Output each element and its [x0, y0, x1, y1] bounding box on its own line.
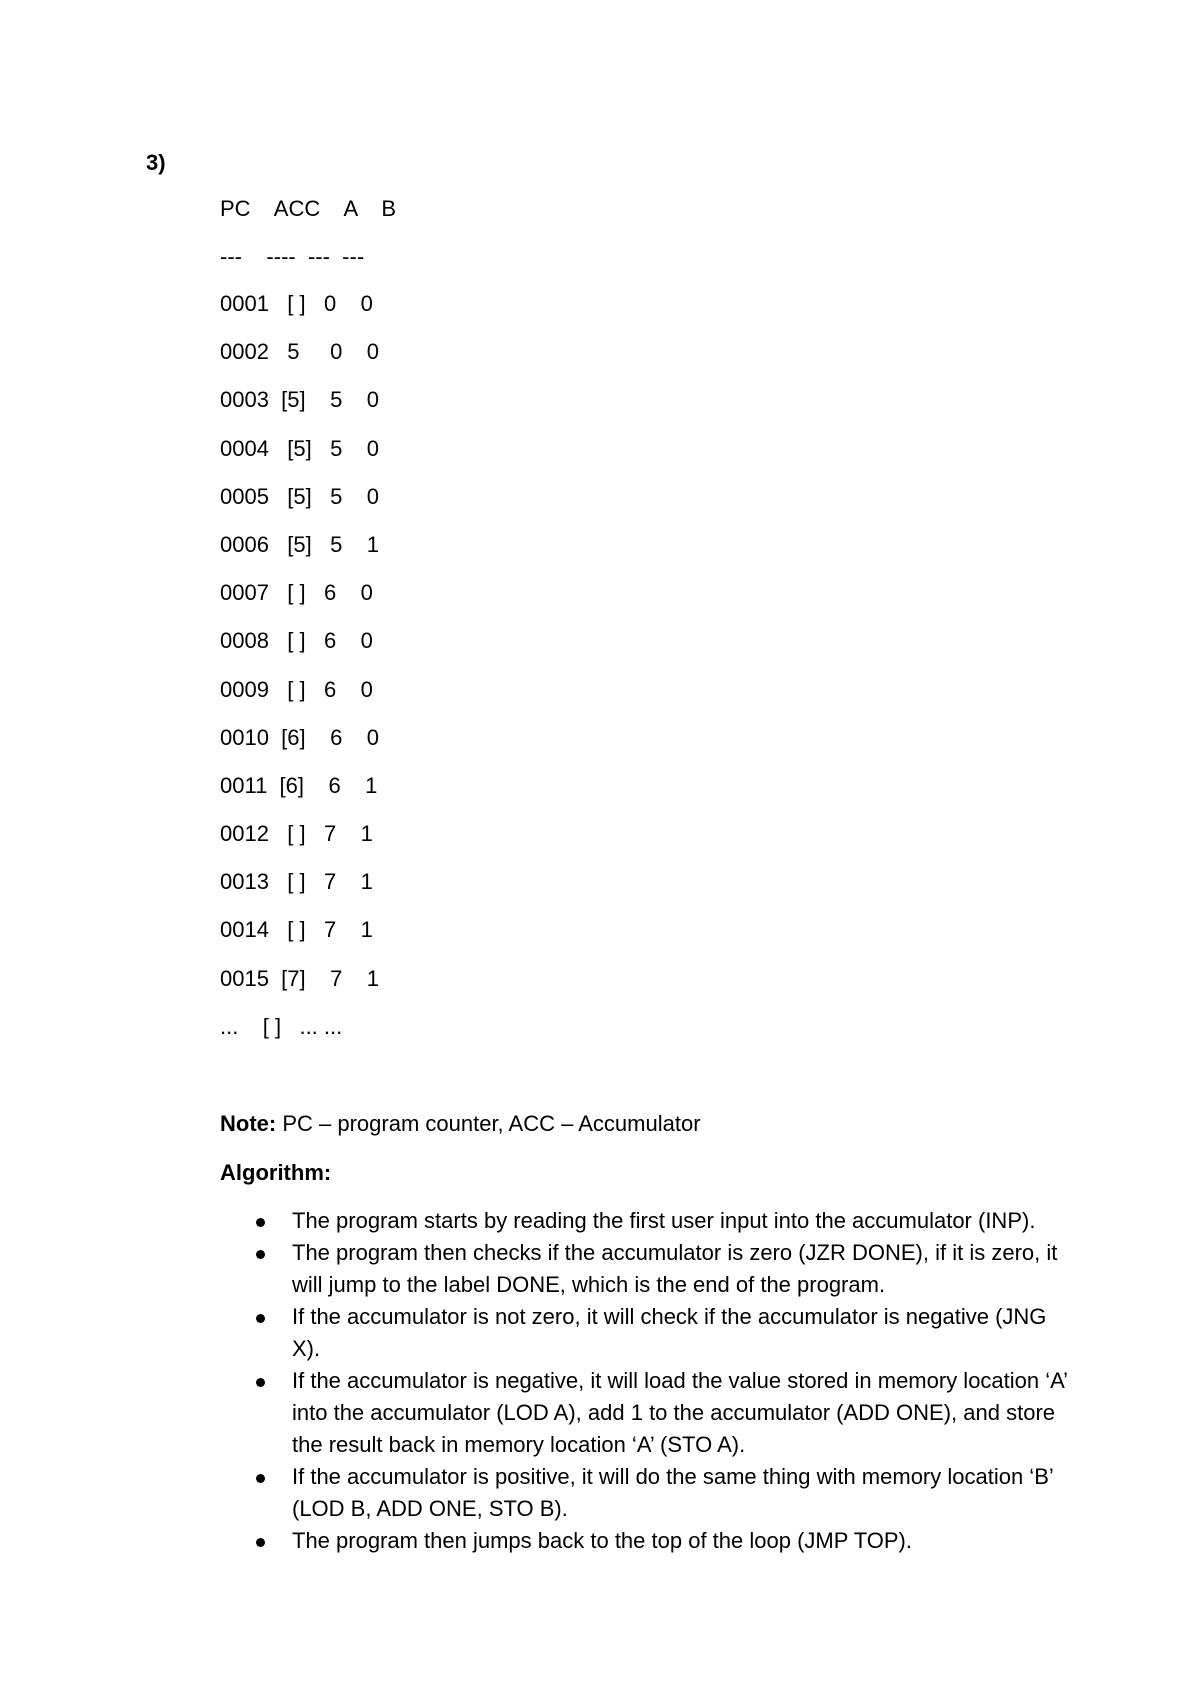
- trace-row: 0008 [ ] 6 0: [220, 628, 373, 654]
- bullet-icon: [256, 1218, 265, 1227]
- bullet-icon: [256, 1474, 265, 1483]
- note-text: PC – program counter, ACC – Accumulator: [276, 1111, 701, 1136]
- algorithm-item: [220, 1301, 1070, 1365]
- algorithm-item-text: The program starts by reading the first user input into the accumulator (INP).: [292, 1208, 1036, 1233]
- bullet-icon: [256, 1378, 265, 1387]
- note-label: Note:: [220, 1111, 277, 1136]
- algorithm-item-text: If the accumulator is positive, it will do the same thing with memory location ‘B’ (LOD B, ADD ONE, STO B).: [292, 1464, 1053, 1521]
- trace-table-header: PC ACC A B: [220, 196, 397, 221]
- bullet-icon: [256, 1538, 265, 1547]
- trace-row: 0005 [5] 5 0: [220, 483, 379, 509]
- bullet-icon: [256, 1314, 265, 1323]
- trace-row: 0009 [ ] 6 0: [220, 676, 373, 702]
- algorithm-item-text: The program then jumps back to the top of the loop (JMP TOP).: [292, 1528, 912, 1553]
- trace-row: 0012 [ ] 7 1: [220, 821, 373, 847]
- algorithm-item-text: The program then checks if the accumulator is zero (JZR DONE), if it is zero, it will jump to the label DONE, which is the end of the program.: [292, 1240, 1058, 1297]
- algorithm-item: [220, 1237, 1070, 1301]
- trace-row: 0007 [ ] 6 0: [220, 580, 373, 606]
- trace-row: 0001 [ ] 0 0: [220, 291, 373, 316]
- algorithm-item-text: If the accumulator is negative, it will load the value stored in memory location ‘A’ into the accumulator (LOD A), add 1 to the accumulator (ADD ONE), and store the result back in memory location ‘A’ (STO A).: [292, 1368, 1068, 1457]
- trace-table-separator: --- ---- --- ---: [220, 244, 365, 269]
- trace-row: 0014 [ ] 7 1: [220, 917, 373, 943]
- algorithm-item-text: If the accumulator is not zero, it will check if the accumulator is negative (JNG X).: [292, 1304, 1047, 1361]
- algorithm-item: [220, 1365, 1070, 1461]
- algorithm-item: [220, 1525, 1070, 1557]
- trace-row: 0002 5 0 0: [220, 339, 379, 365]
- trace-row: 0011 [6] 6 1: [220, 772, 378, 798]
- trace-row: ... [ ] ... ...: [220, 1013, 343, 1039]
- algorithm-item: [220, 1205, 1070, 1237]
- question-number: 3): [146, 150, 166, 175]
- trace-row: 0006 [5] 5 1: [220, 531, 379, 557]
- bullet-icon: [256, 1250, 265, 1259]
- trace-row: 0003 [5] 5 0: [220, 387, 379, 413]
- algorithm-title: Algorithm:: [220, 1160, 332, 1185]
- trace-row: 0010 [6] 6 0: [220, 724, 379, 750]
- trace-row: 0013 [ ] 7 1: [220, 869, 373, 895]
- note-paragraph: [220, 1111, 701, 1137]
- trace-row: 0004 [5] 5 0: [220, 435, 379, 461]
- trace-row: 0015 [7] 7 1: [220, 965, 379, 991]
- trace-table-rows: [220, 292, 379, 1063]
- algorithm-item: [220, 1461, 1070, 1525]
- algorithm-list: [220, 1205, 1070, 1557]
